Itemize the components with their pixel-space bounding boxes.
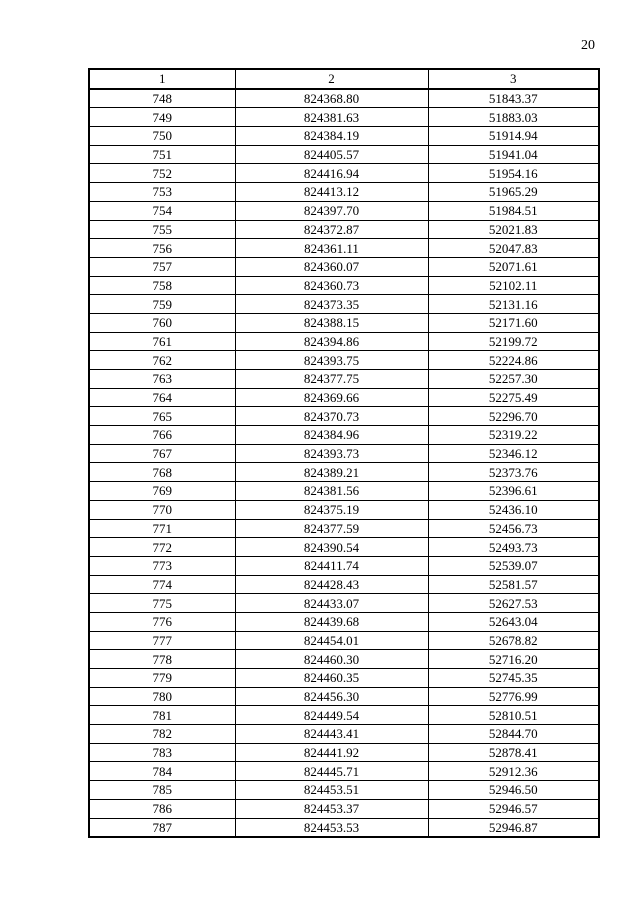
- x-coordinate-cell: 824411.74: [235, 556, 428, 575]
- y-coordinate-cell: 52047.83: [428, 239, 599, 258]
- y-coordinate-cell: 52946.87: [428, 818, 599, 837]
- y-coordinate-cell: 51941.04: [428, 145, 599, 164]
- table-row: [89, 164, 599, 183]
- y-coordinate-cell: 52131.16: [428, 295, 599, 314]
- table-row: [89, 556, 599, 575]
- point-number-cell: 770: [89, 500, 235, 519]
- table-row: [89, 426, 599, 445]
- point-number-cell: 756: [89, 239, 235, 258]
- point-number-cell: 775: [89, 594, 235, 613]
- point-number-cell: 757: [89, 257, 235, 276]
- point-number-cell: 779: [89, 669, 235, 688]
- point-number-cell: 759: [89, 295, 235, 314]
- x-coordinate-cell: 824393.73: [235, 444, 428, 463]
- x-coordinate-cell: 824439.68: [235, 612, 428, 631]
- x-coordinate-cell: 824456.30: [235, 687, 428, 706]
- x-coordinate-cell: 824381.63: [235, 108, 428, 127]
- x-coordinate-cell: 824372.87: [235, 220, 428, 239]
- table-body: [89, 89, 599, 838]
- x-coordinate-cell: 824397.70: [235, 201, 428, 220]
- point-number-cell: 766: [89, 426, 235, 445]
- x-coordinate-cell: 824389.21: [235, 463, 428, 482]
- y-coordinate-cell: 52878.41: [428, 743, 599, 762]
- table-row: [89, 257, 599, 276]
- point-number-cell: 782: [89, 725, 235, 744]
- point-number-cell: 771: [89, 519, 235, 538]
- table-row: [89, 370, 599, 389]
- point-number-cell: 776: [89, 612, 235, 631]
- y-coordinate-cell: 52021.83: [428, 220, 599, 239]
- point-number-cell: 785: [89, 781, 235, 800]
- y-coordinate-cell: 52171.60: [428, 313, 599, 332]
- table-row: [89, 201, 599, 220]
- x-coordinate-cell: 824453.51: [235, 781, 428, 800]
- header-col-1: 1: [89, 69, 235, 89]
- table-row: [89, 351, 599, 370]
- table-row: [89, 463, 599, 482]
- point-number-cell: 751: [89, 145, 235, 164]
- table-row: [89, 276, 599, 295]
- point-number-cell: 784: [89, 762, 235, 781]
- y-coordinate-cell: 52539.07: [428, 556, 599, 575]
- x-coordinate-cell: 824460.35: [235, 669, 428, 688]
- y-coordinate-cell: 51843.37: [428, 89, 599, 108]
- y-coordinate-cell: 51914.94: [428, 127, 599, 146]
- y-coordinate-cell: 52643.04: [428, 612, 599, 631]
- x-coordinate-cell: 824360.07: [235, 257, 428, 276]
- x-coordinate-cell: 824460.30: [235, 650, 428, 669]
- x-coordinate-cell: 824377.59: [235, 519, 428, 538]
- table-row: [89, 220, 599, 239]
- table-row: [89, 799, 599, 818]
- x-coordinate-cell: 824375.19: [235, 500, 428, 519]
- table-row: [89, 669, 599, 688]
- x-coordinate-cell: 824413.12: [235, 183, 428, 202]
- x-coordinate-cell: 824369.66: [235, 388, 428, 407]
- y-coordinate-cell: 52346.12: [428, 444, 599, 463]
- point-number-cell: 753: [89, 183, 235, 202]
- table-row: [89, 725, 599, 744]
- y-coordinate-cell: 52844.70: [428, 725, 599, 744]
- table-row: [89, 183, 599, 202]
- point-number-cell: 749: [89, 108, 235, 127]
- x-coordinate-cell: 824361.11: [235, 239, 428, 258]
- table-row: [89, 500, 599, 519]
- y-coordinate-cell: 52275.49: [428, 388, 599, 407]
- table-row: [89, 145, 599, 164]
- y-coordinate-cell: 52436.10: [428, 500, 599, 519]
- table-row: [89, 89, 599, 108]
- y-coordinate-cell: 52102.11: [428, 276, 599, 295]
- table-row: [89, 687, 599, 706]
- x-coordinate-cell: 824368.80: [235, 89, 428, 108]
- y-coordinate-cell: 52493.73: [428, 538, 599, 557]
- x-coordinate-cell: 824453.53: [235, 818, 428, 837]
- x-coordinate-cell: 824384.96: [235, 426, 428, 445]
- table-row: [89, 743, 599, 762]
- y-coordinate-cell: 52946.57: [428, 799, 599, 818]
- table-header: [89, 69, 599, 89]
- y-coordinate-cell: 52199.72: [428, 332, 599, 351]
- x-coordinate-cell: 824360.73: [235, 276, 428, 295]
- table-row: [89, 706, 599, 725]
- header-col-2: 2: [235, 69, 428, 89]
- x-coordinate-cell: 824453.37: [235, 799, 428, 818]
- table-row: [89, 388, 599, 407]
- y-coordinate-cell: 52776.99: [428, 687, 599, 706]
- x-coordinate-cell: 824393.75: [235, 351, 428, 370]
- table-row: [89, 407, 599, 426]
- table-row: [89, 482, 599, 501]
- header-col-3: 3: [428, 69, 599, 89]
- table-row: [89, 332, 599, 351]
- point-number-cell: 755: [89, 220, 235, 239]
- point-number-cell: 761: [89, 332, 235, 351]
- point-number-cell: 748: [89, 89, 235, 108]
- point-number-cell: 769: [89, 482, 235, 501]
- coordinates-table: [88, 68, 600, 838]
- point-number-cell: 781: [89, 706, 235, 725]
- point-number-cell: 765: [89, 407, 235, 426]
- x-coordinate-cell: 824443.41: [235, 725, 428, 744]
- y-coordinate-cell: 51984.51: [428, 201, 599, 220]
- point-number-cell: 773: [89, 556, 235, 575]
- y-coordinate-cell: 51965.29: [428, 183, 599, 202]
- table-row: [89, 444, 599, 463]
- y-coordinate-cell: 52946.50: [428, 781, 599, 800]
- point-number-cell: 772: [89, 538, 235, 557]
- x-coordinate-cell: 824454.01: [235, 631, 428, 650]
- point-number-cell: 752: [89, 164, 235, 183]
- x-coordinate-cell: 824381.56: [235, 482, 428, 501]
- table-row: [89, 818, 599, 837]
- point-number-cell: 760: [89, 313, 235, 332]
- x-coordinate-cell: 824416.94: [235, 164, 428, 183]
- point-number-cell: 763: [89, 370, 235, 389]
- y-coordinate-cell: 52810.51: [428, 706, 599, 725]
- table-row: [89, 108, 599, 127]
- point-number-cell: 768: [89, 463, 235, 482]
- point-number-cell: 767: [89, 444, 235, 463]
- point-number-cell: 786: [89, 799, 235, 818]
- y-coordinate-cell: 52716.20: [428, 650, 599, 669]
- page-number: 20: [581, 38, 595, 53]
- point-number-cell: 777: [89, 631, 235, 650]
- x-coordinate-cell: 824428.43: [235, 575, 428, 594]
- point-number-cell: 780: [89, 687, 235, 706]
- x-coordinate-cell: 824394.86: [235, 332, 428, 351]
- point-number-cell: 783: [89, 743, 235, 762]
- point-number-cell: 787: [89, 818, 235, 837]
- point-number-cell: 774: [89, 575, 235, 594]
- x-coordinate-cell: 824384.19: [235, 127, 428, 146]
- x-coordinate-cell: 824388.15: [235, 313, 428, 332]
- point-number-cell: 758: [89, 276, 235, 295]
- table-row: [89, 295, 599, 314]
- table-row: [89, 575, 599, 594]
- table-row: [89, 519, 599, 538]
- y-coordinate-cell: 52373.76: [428, 463, 599, 482]
- table-row: [89, 127, 599, 146]
- x-coordinate-cell: 824390.54: [235, 538, 428, 557]
- table-row: [89, 239, 599, 258]
- y-coordinate-cell: 52678.82: [428, 631, 599, 650]
- x-coordinate-cell: 824373.35: [235, 295, 428, 314]
- y-coordinate-cell: 52627.53: [428, 594, 599, 613]
- y-coordinate-cell: 52581.57: [428, 575, 599, 594]
- x-coordinate-cell: 824377.75: [235, 370, 428, 389]
- y-coordinate-cell: 52456.73: [428, 519, 599, 538]
- x-coordinate-cell: 824405.57: [235, 145, 428, 164]
- table-row: [89, 650, 599, 669]
- table-row: [89, 631, 599, 650]
- y-coordinate-cell: 52396.61: [428, 482, 599, 501]
- y-coordinate-cell: 52071.61: [428, 257, 599, 276]
- point-number-cell: 750: [89, 127, 235, 146]
- point-number-cell: 764: [89, 388, 235, 407]
- x-coordinate-cell: 824433.07: [235, 594, 428, 613]
- table-row: [89, 594, 599, 613]
- point-number-cell: 754: [89, 201, 235, 220]
- y-coordinate-cell: 52296.70: [428, 407, 599, 426]
- point-number-cell: 778: [89, 650, 235, 669]
- point-number-cell: 762: [89, 351, 235, 370]
- y-coordinate-cell: 52224.86: [428, 351, 599, 370]
- y-coordinate-cell: 51883.03: [428, 108, 599, 127]
- y-coordinate-cell: 52319.22: [428, 426, 599, 445]
- table-row: [89, 781, 599, 800]
- y-coordinate-cell: 52912.36: [428, 762, 599, 781]
- header-row: [89, 69, 599, 89]
- table-row: [89, 612, 599, 631]
- x-coordinate-cell: 824370.73: [235, 407, 428, 426]
- x-coordinate-cell: 824441.92: [235, 743, 428, 762]
- y-coordinate-cell: 52745.35: [428, 669, 599, 688]
- table-row: [89, 762, 599, 781]
- table-row: [89, 538, 599, 557]
- y-coordinate-cell: 51954.16: [428, 164, 599, 183]
- x-coordinate-cell: 824445.71: [235, 762, 428, 781]
- y-coordinate-cell: 52257.30: [428, 370, 599, 389]
- table-row: [89, 313, 599, 332]
- x-coordinate-cell: 824449.54: [235, 706, 428, 725]
